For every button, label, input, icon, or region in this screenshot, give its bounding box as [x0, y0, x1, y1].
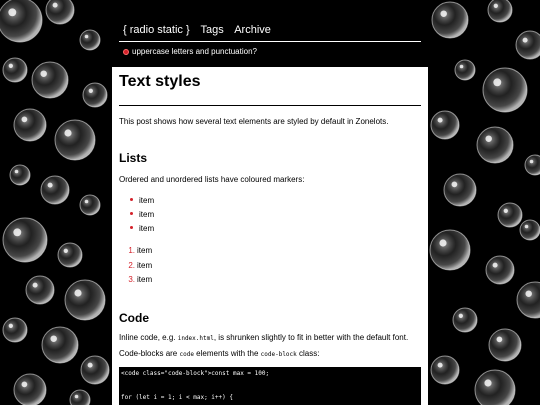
bubble-highlight [438, 363, 443, 368]
bubble-highlight [493, 78, 501, 86]
bubble-shape [520, 220, 540, 240]
bubble-shape [14, 109, 46, 141]
bubble-shape [65, 280, 105, 320]
bubble-shape [488, 0, 512, 22]
code-heading: Code [119, 311, 149, 325]
bubble-shape [486, 256, 514, 284]
inline-code: code [179, 351, 194, 358]
bubble-highlight [8, 8, 16, 16]
bubble-shape [516, 31, 540, 59]
bubble-highlight [64, 129, 71, 136]
bubble-shape [489, 329, 521, 361]
bullet-icon [130, 198, 133, 201]
bubble-highlight [75, 395, 79, 399]
list-item: item [119, 196, 154, 205]
bubble-shape [42, 327, 78, 363]
bubble-highlight [523, 38, 528, 43]
bubble-shape [81, 356, 109, 384]
bubble-shape [70, 390, 90, 405]
bubble-highlight [504, 209, 508, 213]
bubble-highlight [530, 160, 534, 164]
bubble-highlight [88, 363, 93, 368]
bubble-highlight [22, 382, 28, 388]
bubble-highlight [493, 263, 498, 268]
bubble-shape [477, 127, 513, 163]
bubble-highlight [33, 283, 38, 288]
bullet-icon [130, 226, 133, 229]
bubble-shape [80, 30, 100, 50]
bubble-shape [32, 62, 68, 98]
title-divider [119, 105, 421, 106]
bubble-highlight [484, 379, 491, 386]
inline-code: index.html [177, 335, 214, 342]
bubble-shape [444, 174, 476, 206]
list-item: 2. item [128, 261, 153, 270]
bubble-shape [14, 374, 46, 405]
bubble-shape [431, 111, 459, 139]
bubble-highlight [438, 118, 443, 123]
bubble-shape [3, 58, 27, 82]
inline-code: code-block [260, 351, 297, 358]
top-nav [123, 24, 279, 36]
bubble-shape [55, 120, 95, 160]
bubble-shape [430, 230, 470, 270]
bubble-highlight [74, 289, 81, 296]
header-divider [119, 41, 421, 42]
nav-link-tags[interactable]: Tags [200, 24, 224, 36]
brand-link[interactable]: { radio static } [123, 24, 190, 36]
post-content [112, 67, 428, 405]
list-item: item [119, 210, 154, 219]
bubble-shape [3, 318, 27, 342]
post-title: Text styles [119, 73, 201, 90]
site-header [112, 0, 428, 67]
code-block [119, 367, 421, 405]
bubble-highlight [50, 335, 56, 341]
bubble-highlight [85, 35, 89, 39]
bubble-shape [455, 60, 475, 80]
list-item: 3. item [128, 275, 153, 284]
bubble-shape [475, 370, 515, 405]
bubble-highlight [40, 70, 46, 76]
bubble-shape [432, 2, 468, 38]
bubble-shape [431, 356, 459, 384]
bubble-shape [80, 195, 100, 215]
bubble-highlight [439, 239, 446, 246]
bubble-highlight [13, 228, 21, 236]
bubble-highlight [485, 135, 491, 141]
bubble-shape [26, 276, 54, 304]
nav-link-archive[interactable]: Archive [234, 24, 271, 36]
tagline-text: uppercase letters and punctuation? [132, 47, 257, 56]
bubble-shape [483, 68, 527, 112]
bubble-shape [58, 243, 82, 267]
bubble-highlight [459, 314, 463, 318]
bubble-shape [41, 176, 69, 204]
list-item: 1. item [128, 246, 153, 255]
bubble-highlight [525, 225, 529, 229]
code-line: <code class="code-block">const max = 100; [121, 370, 270, 377]
bubble-shape [83, 83, 107, 107]
bubble-highlight [494, 4, 498, 8]
radio-dot-icon [123, 49, 129, 55]
post-intro: This post shows how several text elements are styled by default in Zonelots. [119, 117, 389, 126]
code-description: Inline code, e.g. index.html, is shrunken slightly to fit in better with the default font. Code-blocks are code elements with the code-block class: [119, 333, 409, 358]
bubble-highlight [497, 337, 503, 343]
bubble-highlight [440, 10, 446, 16]
list-item: item [119, 224, 154, 233]
bubble-highlight [15, 170, 19, 174]
bubble-shape [0, 0, 42, 42]
lists-description: Ordered and unordered lists have coloured markers: [119, 175, 305, 184]
bubble-highlight [64, 249, 68, 253]
bubble-highlight [460, 65, 464, 69]
bubble-shape [525, 155, 540, 175]
bubble-shape [10, 165, 30, 185]
site-tagline [123, 47, 257, 56]
bubble-highlight [53, 3, 58, 8]
bullet-icon [130, 212, 133, 215]
bubble-highlight [9, 324, 13, 328]
bubble-shape [46, 0, 74, 24]
bubble-highlight [525, 290, 531, 296]
bubble-highlight [452, 182, 458, 188]
bubble-highlight [85, 200, 89, 204]
bubble-highlight [89, 89, 93, 93]
lists-heading: Lists [119, 151, 148, 165]
bubble-highlight [9, 64, 13, 68]
bubble-highlight [48, 183, 53, 188]
code-line: for (let i = 1; i < max; i++) { [121, 394, 233, 401]
bubble-highlight [22, 117, 28, 123]
bubble-shape [3, 218, 47, 262]
bubble-shape [453, 308, 477, 332]
bubble-shape [498, 203, 522, 227]
